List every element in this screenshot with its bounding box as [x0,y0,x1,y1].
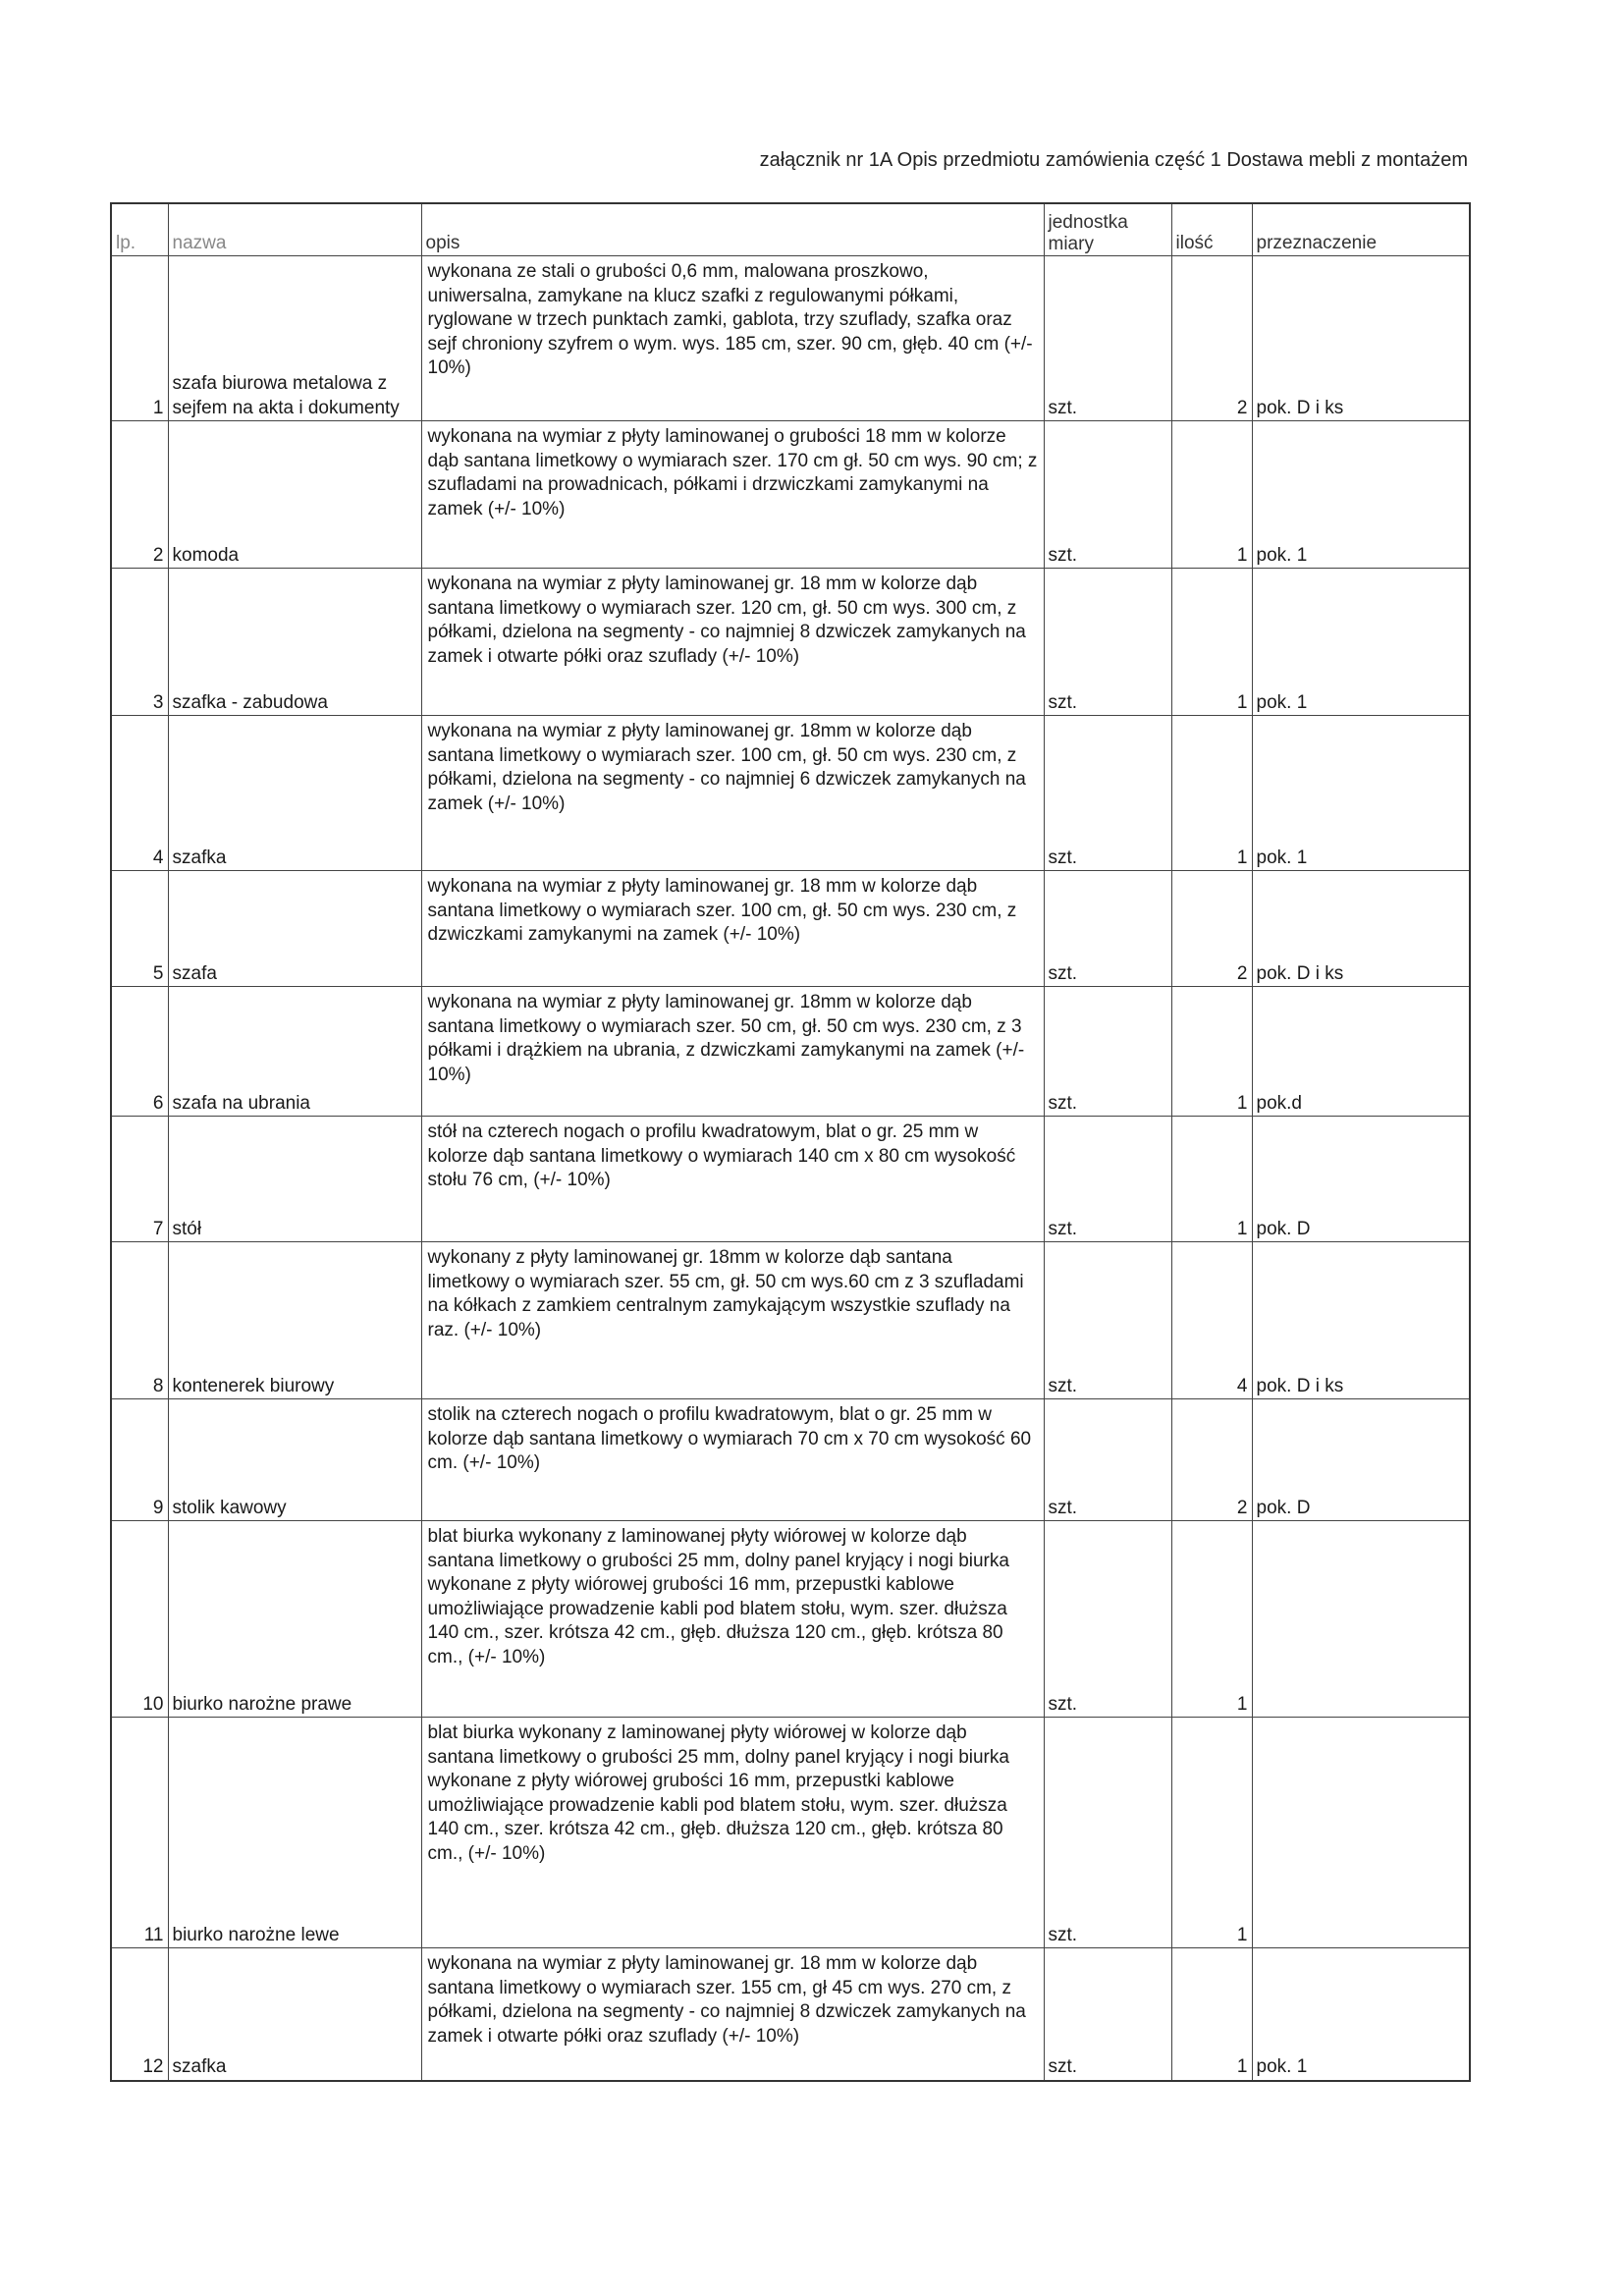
row-lp: 6 [111,987,168,1117]
table-row [111,1242,1470,1399]
page-title: załącznik nr 1A Opis przedmiotu zamówienia część 1 Dostawa mebli z montażem [759,149,1468,171]
row-opis: stolik na czterech nogach o profilu kwadratowym, blat o gr. 25 mm w kolorze dąb santana limetkowy o wymiarach 70 cm x 70 cm wysokość 60 cm. (+/- 10%) [421,1399,1044,1521]
row-nazwa: szafa na ubrania [168,987,421,1117]
row-jednostka: szt. [1044,421,1171,569]
row-przeznaczenie: pok. D i ks [1252,256,1470,421]
row-ilosc: 1 [1171,1948,1252,2081]
row-opis: wykonana na wymiar z płyty laminowanej gr. 18mm w kolorze dąb santana limetkowy o wymiarach szer. 100 cm, gł. 50 cm wys. 230 cm, z półkami, dzielona na segmenty - co najmniej 6 dzwiczek zamykanych na zamek (+/- 10%) [421,716,1044,871]
row-jednostka: szt. [1044,1117,1171,1242]
table-row [111,569,1470,716]
row-opis: wykonana na wymiar z płyty laminowanej gr. 18 mm w kolorze dąb santana limetkowy o wymiarach szer. 100 cm, gł. 50 cm wys. 230 cm, z dzwiczkami zamykanymi na zamek (+/- 10%) [421,871,1044,987]
table-row [111,716,1470,871]
row-przeznaczenie: pok. D [1252,1117,1470,1242]
row-jednostka: szt. [1044,256,1171,421]
table-header-row [111,203,1470,256]
row-nazwa: szafka [168,1948,421,2081]
row-ilosc: 1 [1171,987,1252,1117]
table-row [111,421,1470,569]
row-przeznaczenie [1252,1521,1470,1718]
header-lp: lp. [111,203,168,256]
row-lp: 7 [111,1117,168,1242]
row-ilosc: 1 [1171,421,1252,569]
row-jednostka: szt. [1044,1948,1171,2081]
row-jednostka: szt. [1044,1399,1171,1521]
row-nazwa: biurko narożne prawe [168,1521,421,1718]
row-ilosc: 2 [1171,256,1252,421]
row-lp: 2 [111,421,168,569]
row-opis: wykonana na wymiar z płyty laminowanej gr. 18 mm w kolorze dąb santana limetkowy o wymiarach szer. 120 cm, gł. 50 cm wys. 300 cm, z półkami, dzielona na segmenty - co najmniej 8 dzwiczek zamykanych na zamek i otwarte półki oraz szuflady (+/- 10%) [421,569,1044,716]
header-ilosc: ilość [1171,203,1252,256]
row-opis: wykonana na wymiar z płyty laminowanej o grubości 18 mm w kolorze dąb santana limetkowy o wymiarach szer. 170 cm gł. 50 cm wys. 90 cm; z szufladami na prowadnicach, półkami i drzwiczkami zamykanymi na zamek (+/- 10%) [421,421,1044,569]
row-nazwa: biurko narożne lewe [168,1718,421,1948]
row-nazwa: stół [168,1117,421,1242]
header-przeznaczenie: przeznaczenie [1252,203,1470,256]
table-row [111,256,1470,421]
row-ilosc: 1 [1171,716,1252,871]
row-ilosc: 1 [1171,1117,1252,1242]
row-lp: 9 [111,1399,168,1521]
row-ilosc: 1 [1171,569,1252,716]
row-przeznaczenie: pok. 1 [1252,569,1470,716]
table-body [111,256,1470,2081]
row-nazwa: szafa [168,871,421,987]
row-nazwa: kontenerek biurowy [168,1242,421,1399]
row-nazwa: stolik kawowy [168,1399,421,1521]
header-opis: opis [421,203,1044,256]
row-opis: wykonana ze stali o grubości 0,6 mm, malowana proszkowo, uniwersalna, zamykane na klucz szafki z regulowanymi półkami, ryglowane w trzech punktach zamki, gablota, trzy szuflady, szafka oraz sejf chroniony szyfrem o wym. wys. 185 cm, szer. 90 cm, głęb. 40 cm (+/- 10%) [421,256,1044,421]
row-lp: 8 [111,1242,168,1399]
row-przeznaczenie: pok. D [1252,1399,1470,1521]
row-jednostka: szt. [1044,1242,1171,1399]
row-nazwa: komoda [168,421,421,569]
row-lp: 3 [111,569,168,716]
row-przeznaczenie: pok. 1 [1252,421,1470,569]
row-lp: 10 [111,1521,168,1718]
row-opis: stół na czterech nogach o profilu kwadratowym, blat o gr. 25 mm w kolorze dąb santana limetkowy o wymiarach 140 cm x 80 cm wysokość stołu 76 cm, (+/- 10%) [421,1117,1044,1242]
row-opis: blat biurka wykonany z laminowanej płyty wiórowej w kolorze dąb santana limetkowy o grubości 25 mm, dolny panel kryjący i nogi biurka wykonane z płyty wiórowej grubości 16 mm, przepustki kablowe umożliwiające prowadzenie kabli pod blatem stołu, wym. szer. dłuższa 140 cm., szer. krótsza 42 cm., głęb. dłuższa 120 cm., głęb. krótsza 80 cm., (+/- 10%) [421,1718,1044,1948]
row-ilosc: 1 [1171,1521,1252,1718]
row-przeznaczenie: pok. 1 [1252,1948,1470,2081]
row-jednostka: szt. [1044,871,1171,987]
spec-table [110,202,1471,2082]
row-jednostka: szt. [1044,1718,1171,1948]
row-nazwa: szafka [168,716,421,871]
row-przeznaczenie: pok.d [1252,987,1470,1117]
table-row [111,871,1470,987]
table-row [111,1718,1470,1948]
table-row [111,987,1470,1117]
row-jednostka: szt. [1044,1521,1171,1718]
table-row [111,1948,1470,2081]
row-opis: wykonana na wymiar z płyty laminowanej gr. 18 mm w kolorze dąb santana limetkowy o wymiarach szer. 155 cm, gł 45 cm wys. 270 cm, z półkami, dzielona na segmenty - co najmniej 8 dzwiczek zamykanych na zamek i otwarte półki oraz szuflady (+/- 10%) [421,1948,1044,2081]
table-row [111,1521,1470,1718]
row-przeznaczenie [1252,1718,1470,1948]
row-ilosc: 4 [1171,1242,1252,1399]
row-przeznaczenie: pok. D i ks [1252,871,1470,987]
row-przeznaczenie: pok. D i ks [1252,1242,1470,1399]
row-opis: blat biurka wykonany z laminowanej płyty wiórowej w kolorze dąb santana limetkowy o grubości 25 mm, dolny panel kryjący i nogi biurka wykonane z płyty wiórowej grubości 16 mm, przepustki kablowe umożliwiające prowadzenie kabli pod blatem stołu, wym. szer. dłuższa 140 cm., szer. krótsza 42 cm., głęb. dłuższa 120 cm., głęb. krótsza 80 cm., (+/- 10%) [421,1521,1044,1718]
row-ilosc: 2 [1171,871,1252,987]
row-ilosc: 2 [1171,1399,1252,1521]
row-nazwa: szafa biurowa metalowa z sejfem na akta i dokumenty [168,256,421,421]
row-lp: 1 [111,256,168,421]
row-nazwa: szafka - zabudowa [168,569,421,716]
row-lp: 11 [111,1718,168,1948]
row-opis: wykonany z płyty laminowanej gr. 18mm w kolorze dąb santana limetkowy o wymiarach szer. 55 cm, gł. 50 cm wys.60 cm z 3 szufladami na kółkach z zamkiem centralnym zamykającym wszystkie szuflady na raz. (+/- 10%) [421,1242,1044,1399]
header-jednostka: jednostka miary [1044,203,1171,256]
header-nazwa: nazwa [168,203,421,256]
table-row [111,1117,1470,1242]
row-ilosc: 1 [1171,1718,1252,1948]
row-opis: wykonana na wymiar z płyty laminowanej gr. 18mm w kolorze dąb santana limetkowy o wymiarach szer. 50 cm, gł. 50 cm wys. 230 cm, z 3 półkami i drążkiem na ubrania, z dzwiczkami zamykanymi na zamek (+/- 10%) [421,987,1044,1117]
row-jednostka: szt. [1044,716,1171,871]
row-lp: 5 [111,871,168,987]
row-jednostka: szt. [1044,987,1171,1117]
row-przeznaczenie: pok. 1 [1252,716,1470,871]
row-lp: 12 [111,1948,168,2081]
table-row [111,1399,1470,1521]
row-lp: 4 [111,716,168,871]
row-jednostka: szt. [1044,569,1171,716]
